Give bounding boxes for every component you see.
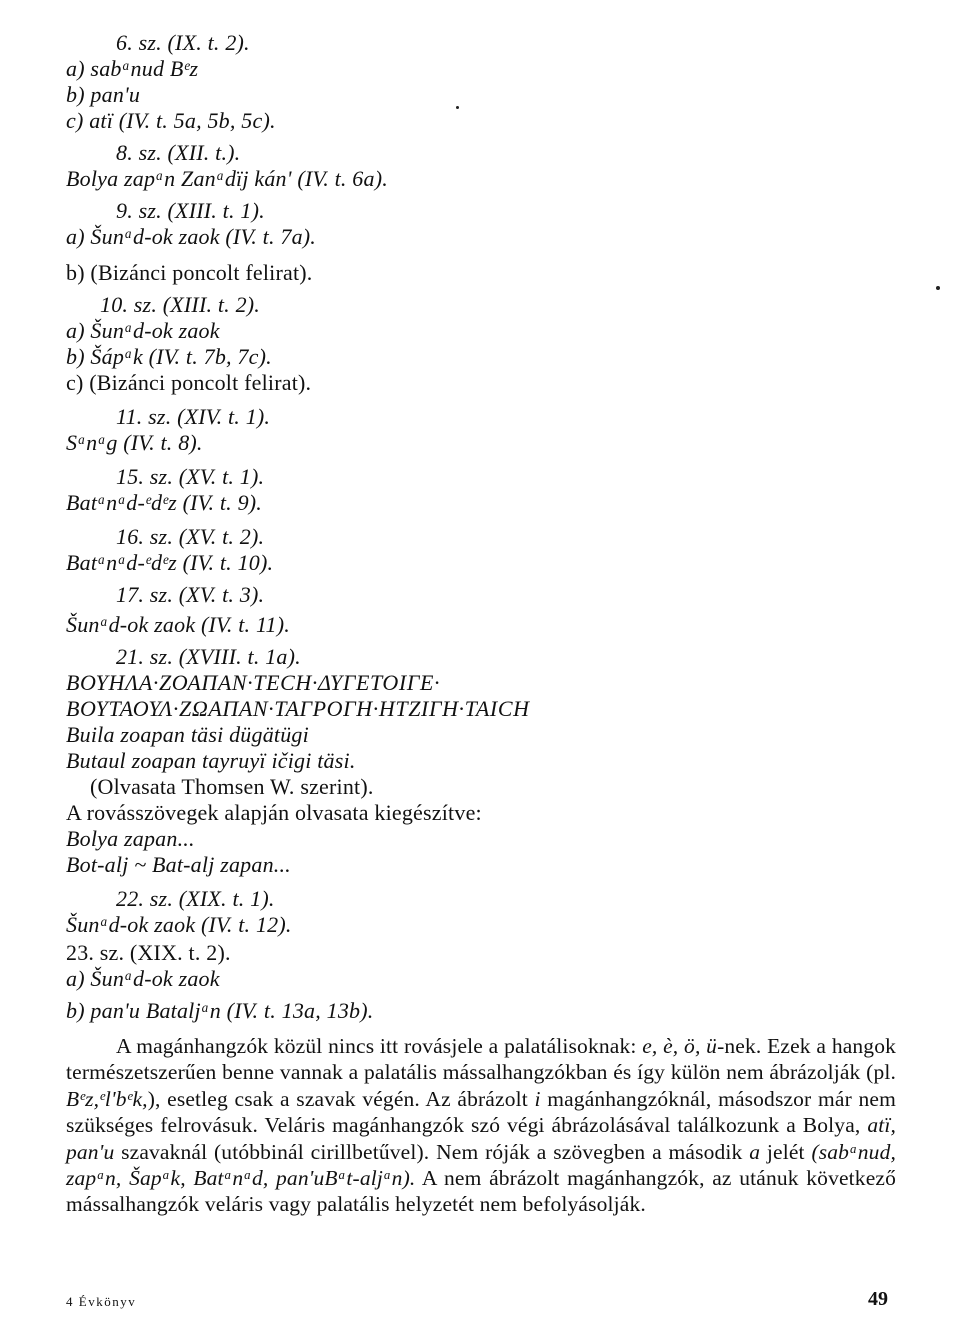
entry-line: b) Šápᵃk (IV. t. 7b, 7c). (66, 344, 272, 369)
entry-line: Batᵃnᵃd-ᵉdᵉz (IV. t. 9). (66, 490, 263, 515)
entry-heading: 15. sz. (XV. t. 1). (116, 464, 265, 489)
entry-heading: 22. sz. (XIX. t. 1). (116, 886, 275, 911)
paragraph-text: -nek. Ezek a hangok természetszerűen benne vannak a palatális mássalhangzókban és így külön nem ábrázolják (pl. (66, 1034, 897, 1085)
entry-line: a) Šunᵃd-ok zaok (66, 318, 220, 343)
page-number: 49 (868, 1288, 888, 1310)
entry-line: Batᵃnᵃd-ᵉdᵉz (IV. t. 10). (66, 550, 274, 575)
entry-line: a) Šunᵃd-ok zaok (IV. t. 7a). (66, 224, 317, 249)
paragraph-text: A magánhangzók közül nincs itt rovásjele a palatálisoknak: (116, 1034, 643, 1058)
entry-line: c) (Bizánci poncolt felirat). (66, 370, 312, 395)
paragraph-text: a (749, 1139, 761, 1164)
entry-line: A rovásszövegek alapján olvasata kiegészítve: (66, 800, 482, 825)
transcription-line: Butaul zoapan tayruyï ičigi täsi. (66, 748, 356, 773)
entry-line: b) pan'u (66, 82, 141, 107)
entry-line: a) sabᵃnud Bᵉz (66, 56, 199, 81)
footer-signature: 4 Évkönyv (66, 1294, 137, 1309)
greek-inscription-line: ΒΟΥΗΛΑ·ΖΟΑΠΑΝ·ΤΕϹΗ·ΔΥΓΕΤΟΙΓΕ· (66, 670, 441, 695)
entry-heading: 10. sz. (XIII. t. 2). (100, 292, 261, 317)
paragraph-text: jelét (760, 1139, 812, 1164)
scan-speck (936, 286, 940, 290)
entry-heading: 17. sz. (XV. t. 3). (116, 582, 265, 607)
paragraph-text: magánhangzóknál, másodszor már nem szükséges felrovásuk. Veláris magánhangzók szó végi ábrázolásával találkozunk a Bolya, (66, 1086, 896, 1138)
body-paragraph (66, 1033, 896, 1218)
paragraph-text: ), esetleg csak a szavak végén. Az ábrázolt (147, 1086, 535, 1111)
entry-heading: 23. sz. (XIX. t. 2). (66, 940, 231, 965)
entry-heading: 6. sz. (IX. t. 2). (116, 30, 250, 55)
entry-line: b) pan'u Bataljᵃn (IV. t. 13a, 13b). (66, 998, 374, 1023)
paragraph-text: szavaknál (utóbbinál cirillbetűvel). Nem róják a szövegben a második (114, 1139, 750, 1164)
paragraph-text: (sabᵃnud, zapᵃn, Šapᵃk, Batᵃnᵃd, pan'uBᵃt-aljᵃn). (66, 1139, 897, 1191)
entry-line: Bot-alj ~ Bat-alj zapan... (66, 852, 291, 877)
paragraph-text: A nem ábrázolt magánhangzók, az utánuk következő mássalhangzók veláris vagy palatális helyzetét nem befolyásolják. (66, 1166, 896, 1217)
entry-line: c) atï (IV. t. 5a, 5b, 5c). (66, 108, 276, 133)
scan-speck (456, 106, 459, 109)
entry-line: (Olvasata Thomsen W. szerint). (90, 774, 374, 799)
greek-inscription-line: ΒΟΥΤΑΟΥΛ·ΖΩΑΠΑΝ·ΤΑΓΡΟΓΗ·ΗΤΖΙΓΗ·ΤΑΙϹΗ (66, 696, 530, 721)
entry-heading: 16. sz. (XV. t. 2). (116, 524, 265, 549)
paragraph-text: atï, pan'u (66, 1113, 896, 1164)
entry-line: Sᵃnᵃg (IV. t. 8). (66, 430, 203, 455)
entry-heading: 11. sz. (XIV. t. 1). (116, 404, 271, 429)
transcription-line: Buila zoapan täsi dügätügi (66, 722, 309, 747)
paragraph-text: i (534, 1086, 541, 1111)
entry-line: Šunᵃd-ok zaok (IV. t. 12). (66, 912, 292, 937)
entry-line: Šunᵃd-ok zaok (IV. t. 11). (66, 612, 290, 637)
entry-heading: 9. sz. (XIII. t. 1). (116, 198, 265, 223)
paragraph-text: e, è, ö, ü (642, 1034, 718, 1058)
paragraph-text: Bᵉz,ᵉl'bᵉk, (66, 1086, 148, 1111)
entry-line: a) Šunᵃd-ok zaok (66, 966, 220, 991)
entry-heading: 8. sz. (XII. t.). (116, 140, 241, 165)
entry-line: Bolya zapᵃn Zanᵃdïj kán' (IV. t. 6a). (66, 166, 388, 191)
entry-line: Bolya zapan... (66, 826, 195, 851)
entry-line: b) (Bizánci poncolt felirat). (66, 260, 313, 285)
entry-heading: 21. sz. (XVIII. t. 1a). (116, 644, 301, 669)
